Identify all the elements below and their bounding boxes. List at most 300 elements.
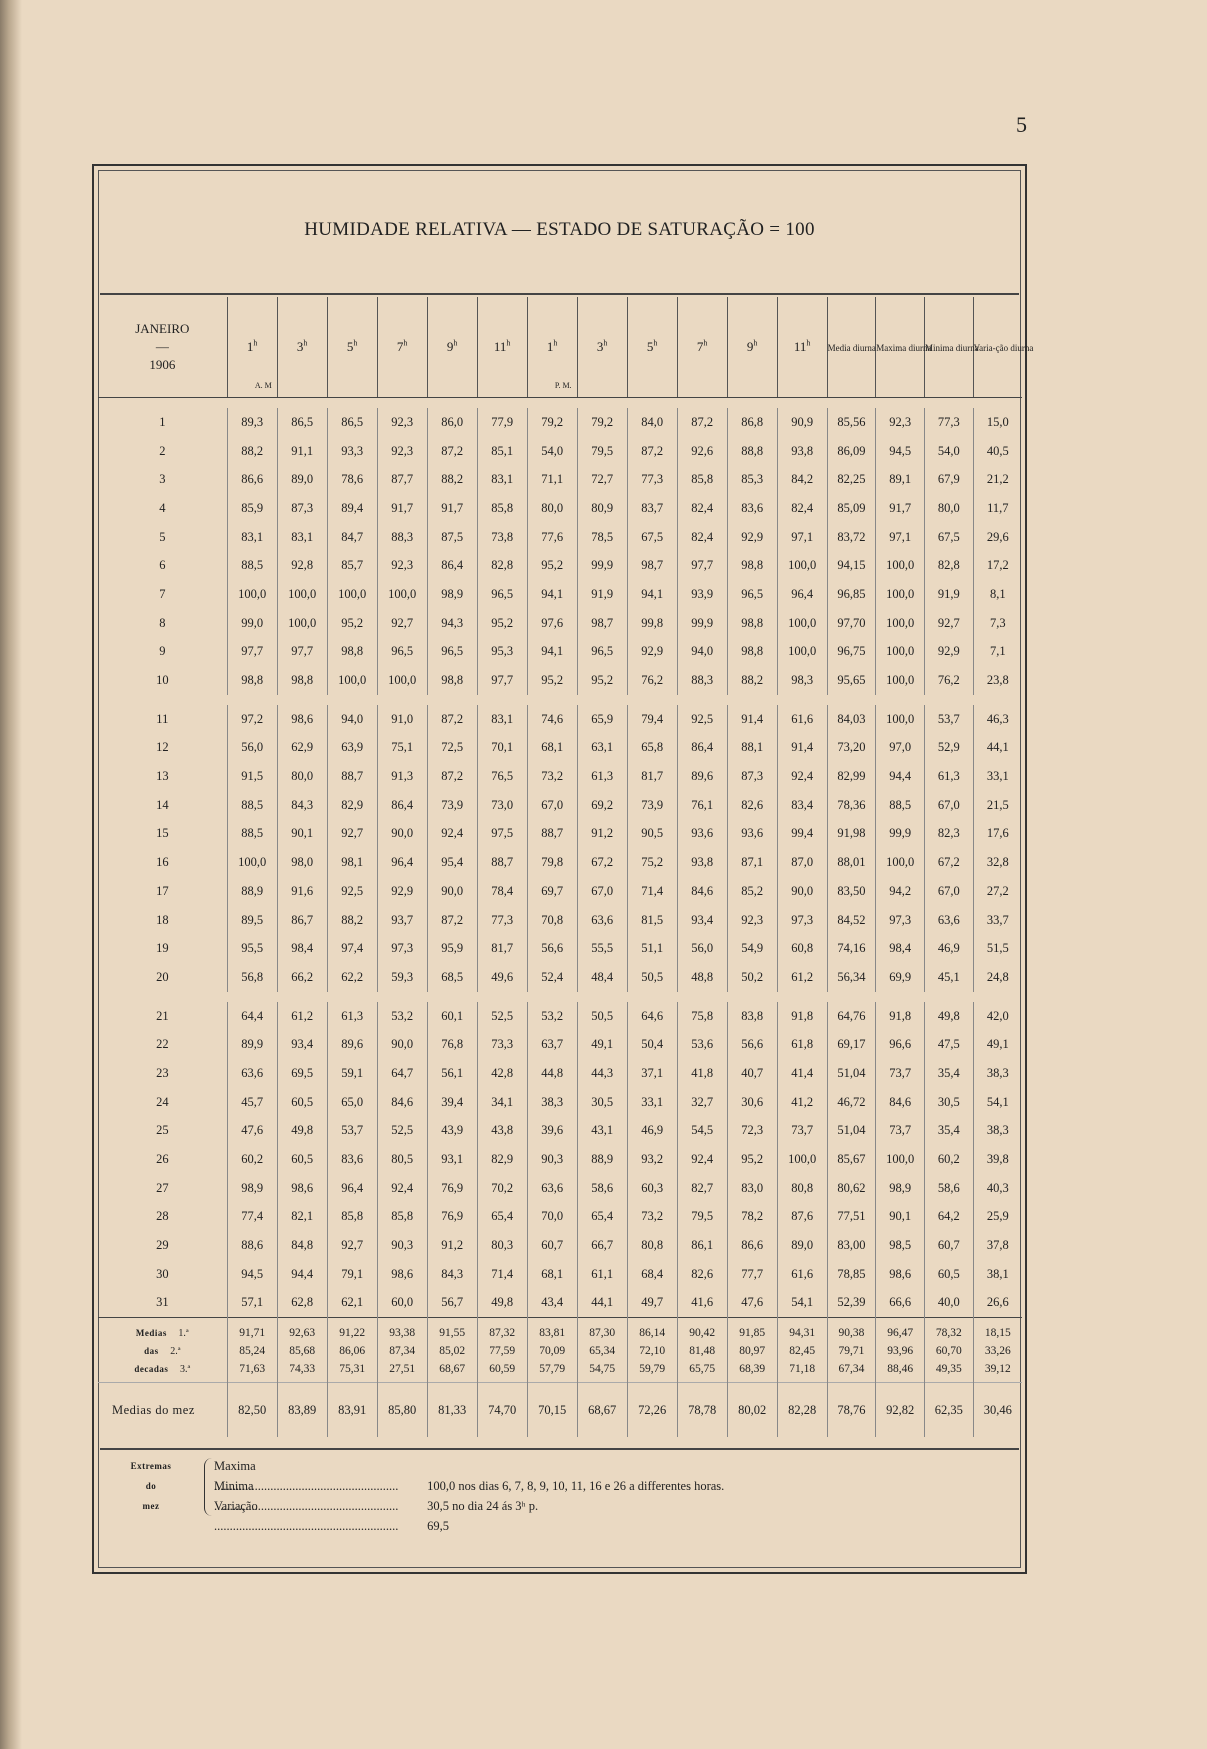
hour-suffix-11: h [753,338,758,348]
day-number: 19 [156,941,169,956]
monthly-cell: 83,91 [327,1383,377,1438]
table-cell: 92,7 [327,1231,377,1260]
table-cell: 88,7 [477,848,527,877]
table-cell: 43,4 [527,1289,577,1318]
table-cell: 90,3 [527,1145,577,1174]
table-cell: 69,2 [577,791,627,820]
decade-cell: 33,26 [973,1342,1022,1360]
table-cell: 98,9 [427,580,477,609]
decade-cell: 85,02 [427,1342,477,1360]
table-cell: 92,5 [327,877,377,906]
table-cell: 72,5 [427,734,477,763]
table-cell: 78,36 [827,791,876,820]
hour-number-4: 7 [396,339,404,355]
table-cell: 59,1 [327,1059,377,1088]
table-cell: 94,15 [827,551,876,580]
table-cell: 86,09 [827,437,876,466]
table-cell: 67,0 [577,877,627,906]
table-cell: 30,5 [924,1088,973,1117]
table-cell: 83,1 [277,523,327,552]
table-cell: 64,76 [827,1002,876,1031]
table-cell: 89,5 [227,906,277,935]
table-cell: 94,5 [227,1260,277,1289]
table-row [98,1117,1022,1146]
hour-number-7: 1 [546,339,554,355]
table-cell: 50,5 [577,1002,627,1031]
table-cell: 91,98 [827,820,876,849]
day-number: 24 [156,1094,169,1109]
table-cell: 80,9 [577,494,627,523]
table-cell: 67,5 [924,523,973,552]
table-cell: 67,0 [924,791,973,820]
table-cell: 98,9 [876,1174,925,1203]
table-cell: 98,7 [577,609,627,638]
table-cell: 78,85 [827,1260,876,1289]
table-cell: 98,8 [727,609,777,638]
table-cell: 97,7 [677,551,727,580]
table-cell: 86,1 [677,1231,727,1260]
table-cell: 46,9 [924,934,973,963]
table-cell: 66,6 [876,1289,925,1318]
monthly-cell: 78,78 [677,1383,727,1438]
table-cell: 95,2 [527,551,577,580]
table-cell: 94,3 [427,609,477,638]
table-cell: 43,1 [577,1117,627,1146]
table-cell: 52,4 [527,963,577,992]
table-cell: 85,7 [327,551,377,580]
decade-cell: 78,32 [924,1318,973,1343]
extreme-variacao-row [214,1496,1014,1536]
table-row [98,705,1022,734]
table-cell: 93,7 [377,906,427,935]
table-cell: 98,8 [727,638,777,667]
table-cell: 65,0 [327,1088,377,1117]
table-cell: 39,8 [973,1145,1022,1174]
table-cell: 60,0 [377,1289,427,1318]
table-cell: 61,6 [777,1260,827,1289]
table-cell: 88,2 [327,906,377,935]
table-cell: 43,9 [427,1117,477,1146]
table-cell: 93,8 [677,848,727,877]
table-cell: 88,5 [227,551,277,580]
table-cell: 92,3 [377,408,427,437]
table-cell: 97,1 [876,523,925,552]
table-cell: 98,5 [876,1231,925,1260]
table-cell: 82,7 [677,1174,727,1203]
table-cell: 91,8 [876,1002,925,1031]
table-cell: 94,0 [677,638,727,667]
table-cell: 96,5 [477,580,527,609]
table-cell: 84,0 [627,408,677,437]
hour-label-12 [794,339,811,354]
table-cell: 89,6 [677,762,727,791]
hour-label-8 [597,339,608,354]
month-label: JANEIRO [135,321,190,336]
table-cell: 70,8 [527,906,577,935]
table-row [98,580,1022,609]
table-row [98,906,1022,935]
hour-suffix-4: h [403,338,408,348]
table-cell: 97,0 [876,734,925,763]
table-cell: 56,7 [427,1289,477,1318]
table-cell: 69,7 [527,877,577,906]
table-cell: 63,6 [227,1059,277,1088]
table-row [98,963,1022,992]
decade-cell: 90,38 [827,1318,876,1343]
table-cell: 79,5 [577,437,627,466]
table-cell: 89,3 [227,408,277,437]
hour-label-5 [447,339,458,354]
day-number: 27 [156,1180,169,1195]
table-cell: 98,3 [777,666,827,695]
table-cell: 90,1 [277,820,327,849]
table-cell: 76,2 [924,666,973,695]
decade-cell: 54,75 [577,1360,627,1383]
table-cell: 97,3 [777,906,827,935]
decade-cell: 57,79 [527,1360,577,1383]
table-cell: 73,7 [876,1059,925,1088]
table-cell: 70,0 [527,1203,577,1232]
table-cell: 61,3 [577,762,627,791]
table-cell: 60,7 [527,1231,577,1260]
table-cell: 49,8 [277,1117,327,1146]
table-cell: 98,7 [627,551,677,580]
decade-cell: 92,63 [277,1318,327,1343]
hour-label-11 [747,339,758,354]
table-row [98,551,1022,580]
table-cell: 73,7 [777,1117,827,1146]
table-cell: 82,4 [677,523,727,552]
decade-mark: 2.ª [170,1346,181,1358]
table-cell: 71,4 [627,877,677,906]
table-cell: 99,9 [577,551,627,580]
table-cell: 93,9 [677,580,727,609]
month-dash: — [155,339,169,354]
stat-header-3 [924,297,979,398]
table-cell: 11,7 [973,494,1022,523]
table-cell: 7,3 [973,609,1022,638]
table-cell: 87,5 [427,523,477,552]
table-cell: 100,0 [227,848,277,877]
table-cell: 66,7 [577,1231,627,1260]
table-cell: 88,2 [227,437,277,466]
decade-cell: 87,34 [377,1342,427,1360]
table-row [98,523,1022,552]
table-cell: 44,1 [973,734,1022,763]
table-cell: 94,5 [876,437,925,466]
decade-label-text: Medias [135,1328,167,1339]
table-cell: 76,1 [677,791,727,820]
table-cell: 61,1 [577,1260,627,1289]
decade-label [98,1318,227,1343]
table-cell: 61,3 [924,762,973,791]
table-cell: 81,5 [627,906,677,935]
table-cell: 91,9 [577,580,627,609]
table-cell: 87,2 [677,408,727,437]
table-cell: 92,4 [777,762,827,791]
hour-header-11 [727,297,777,398]
table-cell: 97,7 [227,638,277,667]
monthly-cell: 80,02 [727,1383,777,1438]
stat-header-1 [827,297,876,398]
table-cell: 76,2 [627,666,677,695]
table-cell: 39,4 [427,1088,477,1117]
table-cell: 30,6 [727,1088,777,1117]
table-cell: 80,8 [777,1174,827,1203]
table-cell: 94,1 [627,580,677,609]
table-row [98,877,1022,906]
table-cell: 100,0 [876,705,925,734]
table-cell: 83,6 [727,494,777,523]
table-cell: 82,9 [327,791,377,820]
table-cell: 94,4 [277,1260,327,1289]
table-cell: 90,1 [876,1203,925,1232]
table-cell: 92,9 [727,523,777,552]
table-cell: 49,8 [477,1289,527,1318]
am-label: A. M [254,381,272,391]
decade-row-1 [98,1318,1022,1343]
table-row [98,791,1022,820]
table-cell: 85,09 [827,494,876,523]
table-cell: 88,8 [727,437,777,466]
table-cell: 54,5 [677,1117,727,1146]
table-cell: 100,0 [327,580,377,609]
table-cell: 53,7 [924,705,973,734]
table-cell: 68,4 [627,1260,677,1289]
table-cell: 100,0 [777,551,827,580]
table-cell: 97,7 [477,666,527,695]
monthly-cell: 82,50 [227,1383,277,1438]
monthly-cell: 82,28 [777,1383,827,1438]
decade-cell: 94,31 [777,1318,827,1343]
table-cell: 61,8 [777,1030,827,1059]
table-row [98,465,1022,494]
hour-label-4 [397,339,408,354]
table-cell: 87,2 [427,705,477,734]
table-cell: 65,4 [477,1203,527,1232]
hour-suffix-3: h [353,338,358,348]
table-cell: 67,5 [627,523,677,552]
table-cell: 93,8 [777,437,827,466]
table-cell: 98,6 [876,1260,925,1289]
day-number: 5 [159,529,166,544]
hour-number-10: 7 [696,339,704,355]
table-cell: 52,5 [377,1117,427,1146]
table-cell: 17,6 [973,820,1022,849]
table-row [98,734,1022,763]
hour-suffix-7: h [553,338,558,348]
day-number: 8 [159,615,166,630]
table-cell: 58,6 [577,1174,627,1203]
table-cell: 60,5 [277,1145,327,1174]
table-cell: 69,9 [876,963,925,992]
table-cell: 71,4 [477,1260,527,1289]
table-cell: 94,4 [876,762,925,791]
table-cell: 100,0 [876,666,925,695]
day-number: 20 [156,969,169,984]
monthly-cell: 78,76 [827,1383,876,1438]
spacer-row-10 [98,695,1022,705]
hour-suffix-10: h [703,338,708,348]
decade-cell: 85,68 [277,1342,327,1360]
table-cell: 71,1 [527,465,577,494]
table-cell: 82,6 [677,1260,727,1289]
table-cell: 93,3 [327,437,377,466]
table-cell: 90,0 [777,877,827,906]
decade-cell: 80,97 [727,1342,777,1360]
table-cell: 86,4 [377,791,427,820]
table-cell: 79,2 [577,408,627,437]
table-cell: 78,4 [477,877,527,906]
hour-number-2: 3 [296,339,304,355]
day-number: 28 [156,1209,169,1224]
table-cell: 15,0 [973,408,1022,437]
hour-number-11: 9 [746,339,754,355]
table-cell: 96,5 [577,638,627,667]
table-cell: 92,5 [677,705,727,734]
table-cell: 98,9 [227,1174,277,1203]
table-cell: 34,1 [477,1088,527,1117]
table-cell: 74,16 [827,934,876,963]
table-cell: 92,3 [876,408,925,437]
hour-header-5 [427,297,477,398]
table-cell: 82,8 [924,551,973,580]
table-cell: 87,2 [627,437,677,466]
day-number: 9 [159,644,166,659]
table-cell: 95,65 [827,666,876,695]
page-edge [0,0,22,1749]
table-cell: 97,70 [827,609,876,638]
table-cell: 95,9 [427,934,477,963]
table-cell: 7,1 [973,638,1022,667]
table-cell: 84,6 [876,1088,925,1117]
table-cell: 96,4 [377,848,427,877]
table-cell: 35,4 [924,1117,973,1146]
hour-header-8 [577,297,627,398]
table-cell: 88,6 [227,1231,277,1260]
table-cell: 88,5 [876,791,925,820]
extremes-label-3: mez [142,1501,160,1511]
day-number: 29 [156,1238,169,1253]
table-cell: 90,3 [377,1231,427,1260]
table-cell: 93,6 [677,820,727,849]
year-label: 1906 [149,357,176,372]
decade-cell: 91,22 [327,1318,377,1343]
table-cell: 53,2 [527,1002,577,1031]
table-cell: 40,7 [727,1059,777,1088]
table-cell: 65,4 [577,1203,627,1232]
table-cell: 82,8 [477,551,527,580]
table-row [98,1145,1022,1174]
table-cell: 93,4 [277,1030,327,1059]
table-cell: 25,9 [973,1203,1022,1232]
table-row [98,666,1022,695]
title-divider [100,293,1019,295]
table-cell: 48,8 [677,963,727,992]
table-cell: 49,1 [973,1030,1022,1059]
table-cell: 63,7 [527,1030,577,1059]
table-cell: 90,5 [627,820,677,849]
table-cell: 38,3 [973,1117,1022,1146]
table-cell: 86,6 [727,1231,777,1260]
table-cell: 51,04 [827,1059,876,1088]
table-cell: 88,9 [227,877,277,906]
table-cell: 80,5 [377,1145,427,1174]
table-cell: 77,4 [227,1203,277,1232]
table-cell: 44,1 [577,1289,627,1318]
table-cell: 62,9 [277,734,327,763]
table-cell: 84,6 [677,877,727,906]
table-cell: 61,6 [777,705,827,734]
hour-number-3: 5 [346,339,354,355]
table-cell: 96,6 [876,1030,925,1059]
table-cell: 54,1 [777,1289,827,1318]
table-body [98,398,1022,1438]
table-cell: 69,17 [827,1030,876,1059]
decade-label-text: decadas [134,1364,169,1375]
table-cell: 49,8 [924,1002,973,1031]
table-cell: 94,1 [527,580,577,609]
table-cell: 63,6 [577,906,627,935]
table-cell: 80,0 [527,494,577,523]
monthly-cell: 83,89 [277,1383,327,1438]
decade-mark: 3.ª [179,1364,191,1376]
table-cell: 85,67 [827,1145,876,1174]
table-cell: 92,6 [677,437,727,466]
monthly-cell: 62,35 [924,1383,973,1438]
table-cell: 84,52 [827,906,876,935]
table-cell: 49,6 [477,963,527,992]
hour-label-9 [647,339,658,354]
table-cell: 54,0 [527,437,577,466]
decade-cell: 67,34 [827,1360,876,1383]
table-cell: 63,9 [327,734,377,763]
table-cell: 65,8 [627,734,677,763]
decade-cell: 96,47 [876,1318,925,1343]
hour-number-6: 11 [493,339,507,355]
table-row [98,1059,1022,1088]
table-cell: 30,5 [577,1088,627,1117]
table-cell: 98,6 [377,1260,427,1289]
table-cell: 66,2 [277,963,327,992]
table-cell: 97,6 [527,609,577,638]
table-cell: 92,7 [924,609,973,638]
decade-cell: 82,45 [777,1342,827,1360]
table-cell: 88,01 [827,848,876,877]
monthly-row [98,1383,1022,1438]
table-cell: 80,0 [277,762,327,791]
table-cell: 8,1 [973,580,1022,609]
decade-cell: 91,71 [227,1318,277,1343]
table-cell: 78,5 [577,523,627,552]
table-cell: 70,2 [477,1174,527,1203]
table-row [98,1030,1022,1059]
table-cell: 100,0 [876,638,925,667]
table-cell: 64,7 [377,1059,427,1088]
monthly-cell: 70,15 [527,1383,577,1438]
table-cell: 41,2 [777,1088,827,1117]
table-cell: 95,2 [327,609,377,638]
table-cell: 64,6 [627,1002,677,1031]
table-cell: 56,34 [827,963,876,992]
day-number: 4 [159,500,166,515]
table-cell: 82,3 [924,820,973,849]
table-cell: 93,6 [727,820,777,849]
decade-cell: 65,75 [677,1360,727,1383]
decade-cell: 68,67 [427,1360,477,1383]
table-cell: 60,7 [924,1231,973,1260]
table-cell: 100,0 [277,580,327,609]
